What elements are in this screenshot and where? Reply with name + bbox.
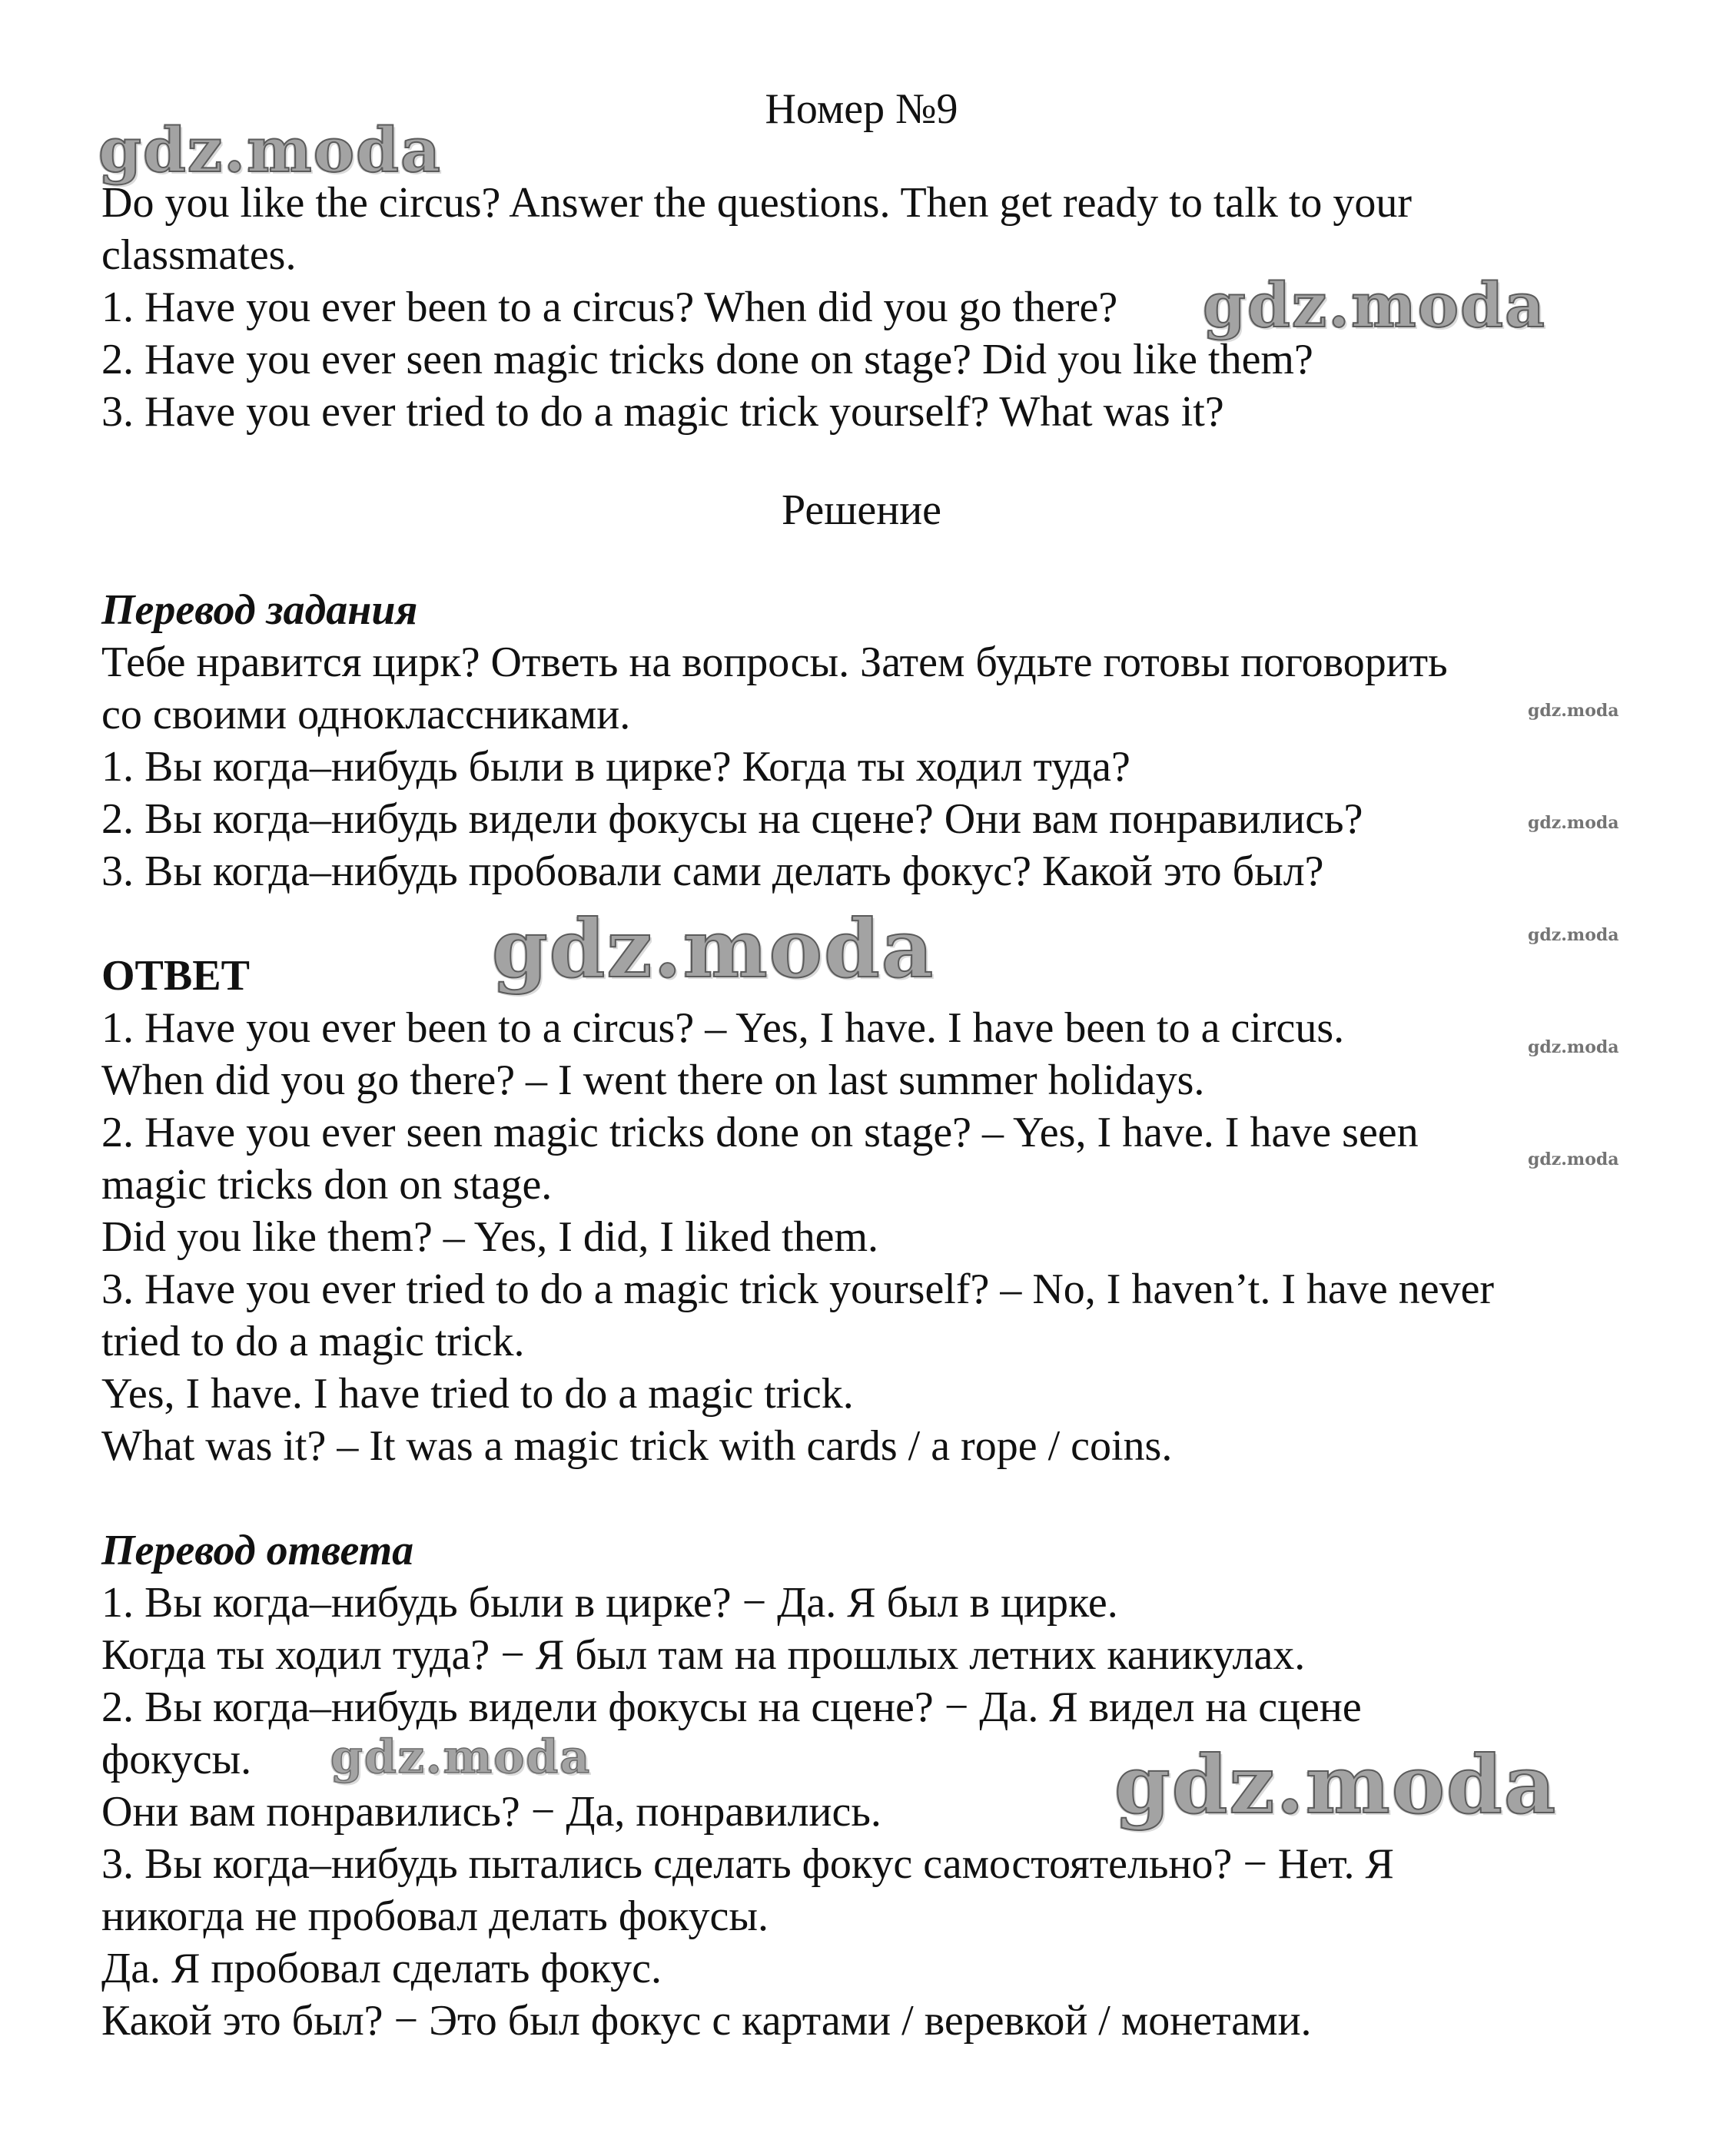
answer-translation-line: 3. Вы когда–нибудь пытались сделать фокус самостоятельно? − Нет. Я	[101, 1840, 1394, 1888]
answer-line: 2. Have you ever seen magic tricks done on stage? – Yes, I have. I have seen	[101, 1109, 1419, 1156]
watermark-logo: gdz.moda	[1528, 1149, 1619, 1169]
task-translation-line-2: со своими одноклассниками.	[101, 691, 631, 738]
task-translation-line-1: Тебе нравится цирк? Ответь на вопросы. Затем будьте готовы поговорить	[101, 639, 1448, 686]
solution-heading: Решение	[781, 486, 942, 534]
answer-translation-line: Когда ты ходил туда? − Я был там на прошлых летних каникулах.	[101, 1631, 1306, 1679]
watermark-logo: gdz.moda	[1114, 1737, 1558, 1832]
answer-line: Did you like them? – Yes, I did, I liked them.	[101, 1213, 879, 1261]
watermark-logo: gdz.moda	[492, 901, 935, 996]
watermark-logo: gdz.moda	[1528, 701, 1619, 721]
answer-translation-line: 2. Вы когда–нибудь видели фокусы на сцене? − Да. Я видел на сцене	[101, 1683, 1362, 1731]
answer-heading: ОТВЕТ	[101, 952, 250, 1000]
answer-translation-line: 1. Вы когда–нибудь были в цирке? − Да. Я был в цирке.	[101, 1579, 1118, 1627]
answer-line: Yes, I have. I have tried to do a magic trick.	[101, 1370, 854, 1418]
answer-translation-line: фокусы.	[101, 1736, 252, 1783]
page-title: Номер №9	[765, 85, 958, 133]
watermark-logo: gdz.moda	[330, 1730, 592, 1784]
task-question-2: 2. Have you ever seen magic tricks done on stage? Did you like them?	[101, 336, 1313, 383]
task-question-3: 3. Have you ever tried to do a magic trick yourself? What was it?	[101, 388, 1224, 436]
watermark-logo: gdz.moda	[98, 114, 442, 186]
answer-line: 1. Have you ever been to a circus? – Yes, I have. I have been to a circus.	[101, 1004, 1345, 1052]
answer-line: What was it? – It was a magic trick with cards / a rope / coins.	[101, 1422, 1173, 1470]
watermark-logo: gdz.moda	[1528, 1037, 1619, 1057]
task-translation-heading: Перевод задания	[101, 586, 418, 634]
answer-translation-heading: Перевод ответа	[101, 1527, 414, 1574]
task-translation-question-3: 3. Вы когда–нибудь пробовали сами делать фокус? Какой это был?	[101, 847, 1324, 895]
task-translation-question-2: 2. Вы когда–нибудь видели фокусы на сцене? Они вам понравились?	[101, 795, 1363, 843]
answer-translation-line: Да. Я пробовал сделать фокус.	[101, 1945, 662, 1992]
watermark-logo: gdz.moda	[1203, 269, 1546, 341]
answer-translation-line: Они вам понравились? − Да, понравились.	[101, 1788, 881, 1836]
answer-translation-line: никогда не пробовал делать фокусы.	[101, 1892, 769, 1940]
task-intro-line-2: classmates.	[101, 231, 297, 279]
answer-line: tried to do a magic trick.	[101, 1318, 525, 1365]
watermark-logo: gdz.moda	[1528, 925, 1619, 945]
answer-line: When did you go there? – I went there on last summer holidays.	[101, 1056, 1205, 1104]
task-translation-question-1: 1. Вы когда–нибудь были в цирке? Когда ты ходил туда?	[101, 743, 1130, 791]
answer-line: 3. Have you ever tried to do a magic trick yourself? – No, I haven’t. I have never	[101, 1265, 1495, 1313]
answer-line: magic tricks don on stage.	[101, 1161, 553, 1209]
watermark-logo: gdz.moda	[1528, 813, 1619, 833]
answer-translation-line: Какой это был? − Это был фокус с картами / веревкой / монетами.	[101, 1997, 1312, 2045]
task-intro-line-1: Do you like the circus? Answer the questions. Then get ready to talk to your	[101, 179, 1413, 227]
task-question-1: 1. Have you ever been to a circus? When did you go there?	[101, 284, 1118, 331]
